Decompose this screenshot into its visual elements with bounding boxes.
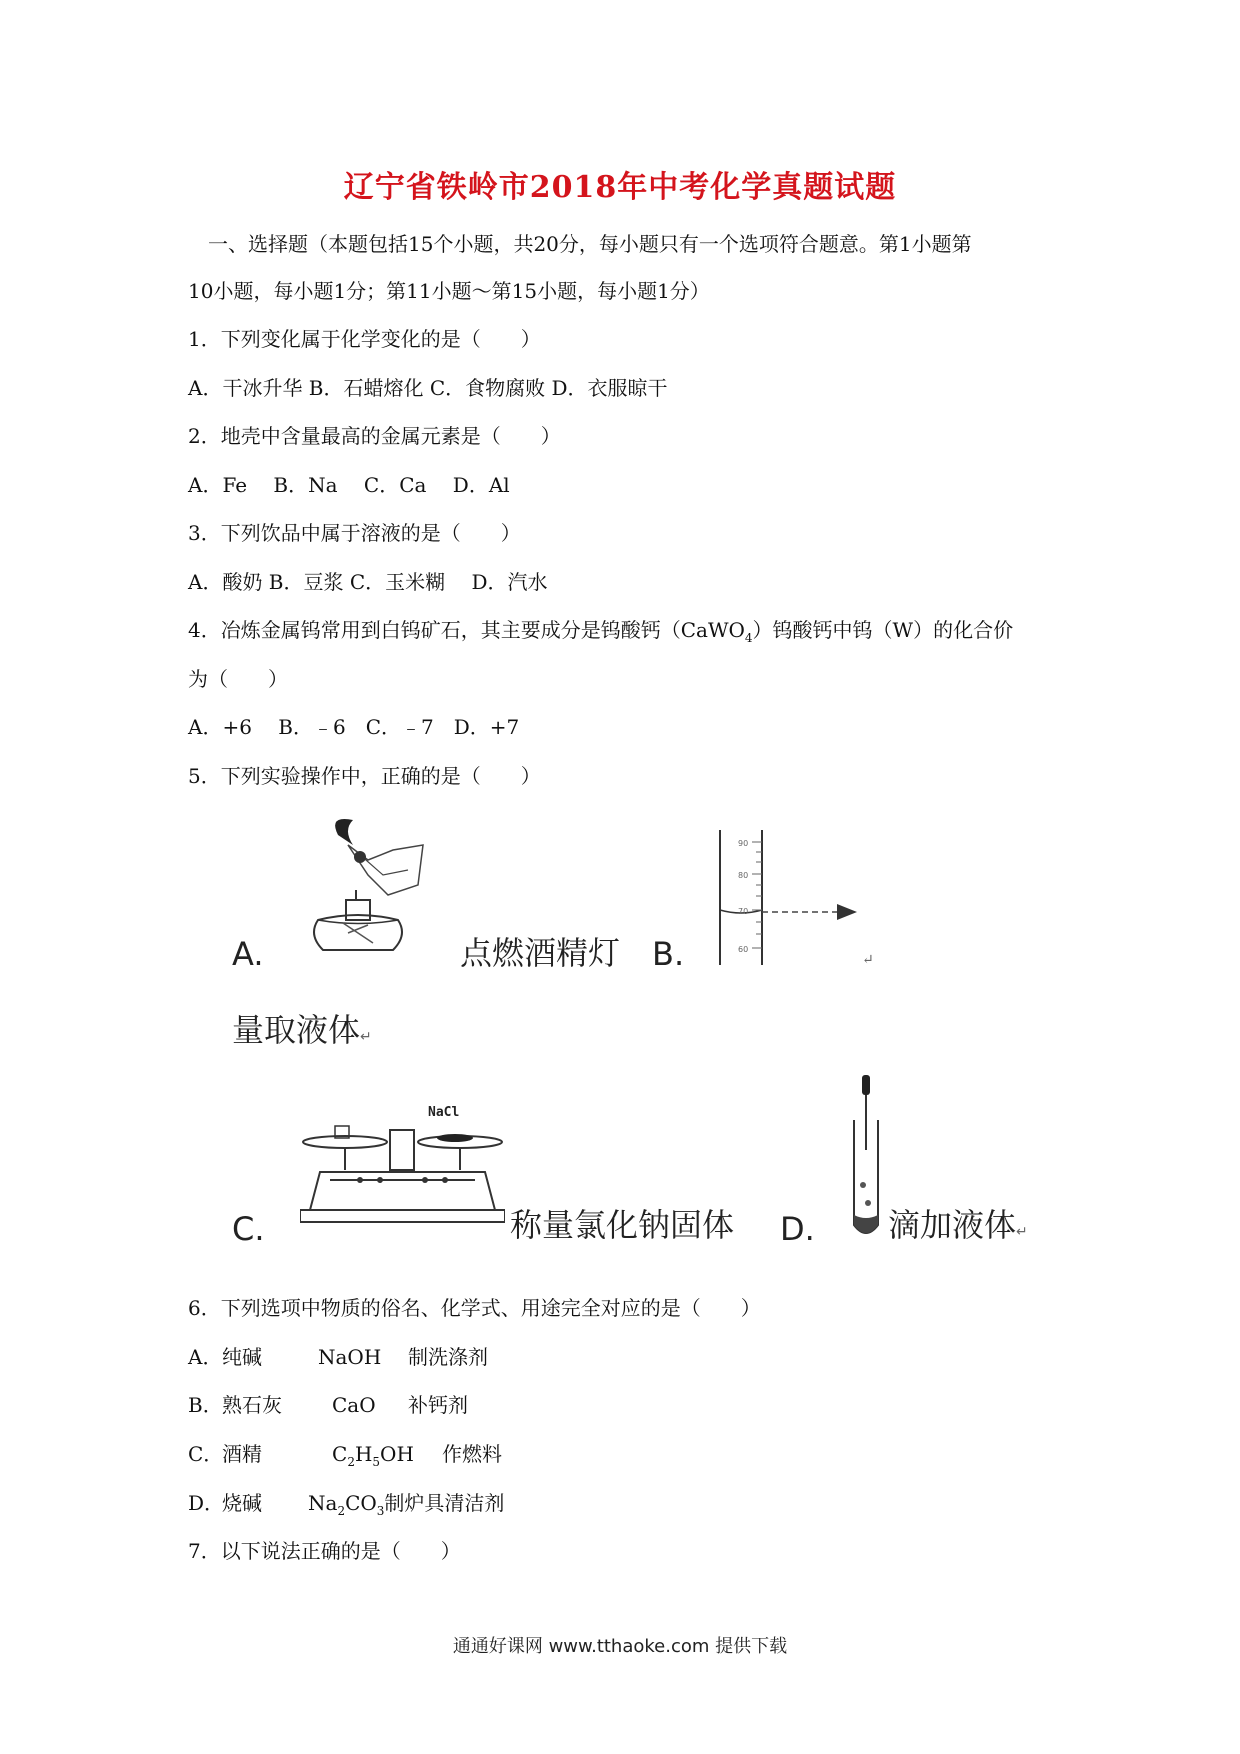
formula-part: CO — [345, 1491, 377, 1515]
row-use: 补钙剂 — [408, 1393, 468, 1417]
row-use: 制炉具清洁剂 — [384, 1491, 505, 1515]
row-letter: C． — [188, 1442, 224, 1466]
row-formula — [332, 1442, 442, 1469]
option-c-text: 称量氯化钠固体 — [510, 1206, 735, 1244]
question-6-stem: 6．下列选项中物质的俗名、化学式、用途完全对应的是（ ） — [188, 1296, 761, 1320]
option-d-text — [888, 1200, 1028, 1246]
question-6-row — [188, 1389, 468, 1418]
question-6-row — [188, 1341, 488, 1370]
section-instructions-line1: 一、选择题（本题包括15个小题，共20分，每小题只有一个选项符合题意。第1小题第 — [208, 232, 972, 256]
question-4-stem-subscript: 4 — [744, 631, 753, 645]
question-4-stem-part1: 4．冶炼金属钨常用到白钨矿石，其主要成分是钨酸钙（CaWO — [188, 618, 745, 642]
cylinder-tick-label: 60 — [738, 945, 749, 954]
option-a-text: 点燃酒精灯 — [460, 934, 621, 972]
alcohol-lamp-figure — [298, 815, 448, 967]
question-4-stem-line2: 为（ ） — [188, 667, 288, 691]
question-4-stem — [188, 614, 1013, 645]
row-use: 作燃料 — [442, 1442, 502, 1466]
row-use: 制洗涤剂 — [408, 1345, 488, 1369]
row-letter: B． — [188, 1393, 223, 1417]
question-6-row — [188, 1487, 504, 1518]
formula-part: C — [332, 1442, 348, 1466]
option-b-letter: B. — [652, 935, 685, 973]
cylinder-tick-label: 70 — [738, 907, 749, 916]
page-title: 辽宁省铁岭市2018年中考化学真题试题 — [343, 170, 897, 205]
row-formula — [308, 1491, 384, 1518]
option-d-text-label: 滴加液体 — [888, 1206, 1017, 1244]
return-mark: ↵ — [1016, 1224, 1028, 1240]
return-mark: ↵ — [360, 1029, 372, 1045]
balance-scale-figure — [300, 1100, 505, 1230]
formula-subscript: 2 — [337, 1504, 346, 1518]
question-3-options: A．酸奶 B．豆浆 C．玉米糊 D．汽水 — [188, 570, 548, 594]
question-4-options: A．+6 B．﹣6 C．﹣7 D．+7 — [188, 715, 520, 739]
formula-part: OH — [380, 1442, 414, 1466]
question-2-options: A．Fe B．Na C．Ca D．Al — [188, 473, 510, 497]
formula-part: Na — [308, 1491, 338, 1515]
dropper-test-tube-figure — [848, 1075, 884, 1245]
formula-subscript: 3 — [376, 1504, 385, 1518]
row-formula: NaOH — [318, 1345, 382, 1369]
question-3-stem: 3．下列饮品中属于溶液的是（ ） — [188, 521, 521, 545]
row-name: 酒精 — [222, 1442, 262, 1466]
question-4-stem-part2: ）钨酸钙中钨（W）的化合价 — [752, 618, 1014, 642]
page-footer: 通通好课网 www.tthaoke.com 提供下载 — [452, 1636, 788, 1657]
formula-subscript: 5 — [372, 1455, 381, 1469]
cylinder-tick-label: 80 — [738, 871, 749, 880]
option-c-letter: C. — [232, 1210, 265, 1248]
formula-part: H — [354, 1442, 373, 1466]
formula-subscript: 2 — [347, 1455, 355, 1469]
row-formula: CaO — [332, 1393, 376, 1417]
row-letter: D． — [188, 1491, 225, 1515]
return-mark: ↵ — [862, 952, 874, 968]
option-a-letter: A. — [232, 935, 264, 973]
row-letter: A． — [188, 1345, 223, 1369]
option-b-text — [232, 1005, 372, 1051]
question-6-row — [188, 1438, 502, 1469]
row-name: 烧碱 — [222, 1491, 262, 1515]
question-1-stem: 1．下列变化属于化学变化的是（ ） — [188, 327, 541, 351]
nacl-label: NaCl — [428, 1105, 460, 1120]
question-2-stem: 2．地壳中含量最高的金属元素是（ ） — [188, 424, 561, 448]
section-instructions-line2: 10小题，每小题1分；第11小题～第15小题，每小题1分） — [188, 279, 710, 303]
question-5-stem: 5．下列实验操作中，正确的是（ ） — [188, 764, 541, 788]
row-name: 纯碱 — [222, 1345, 262, 1369]
option-b-text-label: 量取液体 — [232, 1011, 361, 1049]
measuring-cylinder-figure — [712, 830, 862, 970]
option-d-letter: D. — [780, 1210, 815, 1248]
row-name: 熟石灰 — [222, 1393, 282, 1417]
question-1-options: A．干冰升华 B．石蜡熔化 C．食物腐败 D．衣服晾干 — [188, 376, 668, 400]
cylinder-tick-label: 90 — [738, 839, 749, 848]
question-7-stem: 7．以下说法正确的是（ ） — [188, 1539, 461, 1563]
